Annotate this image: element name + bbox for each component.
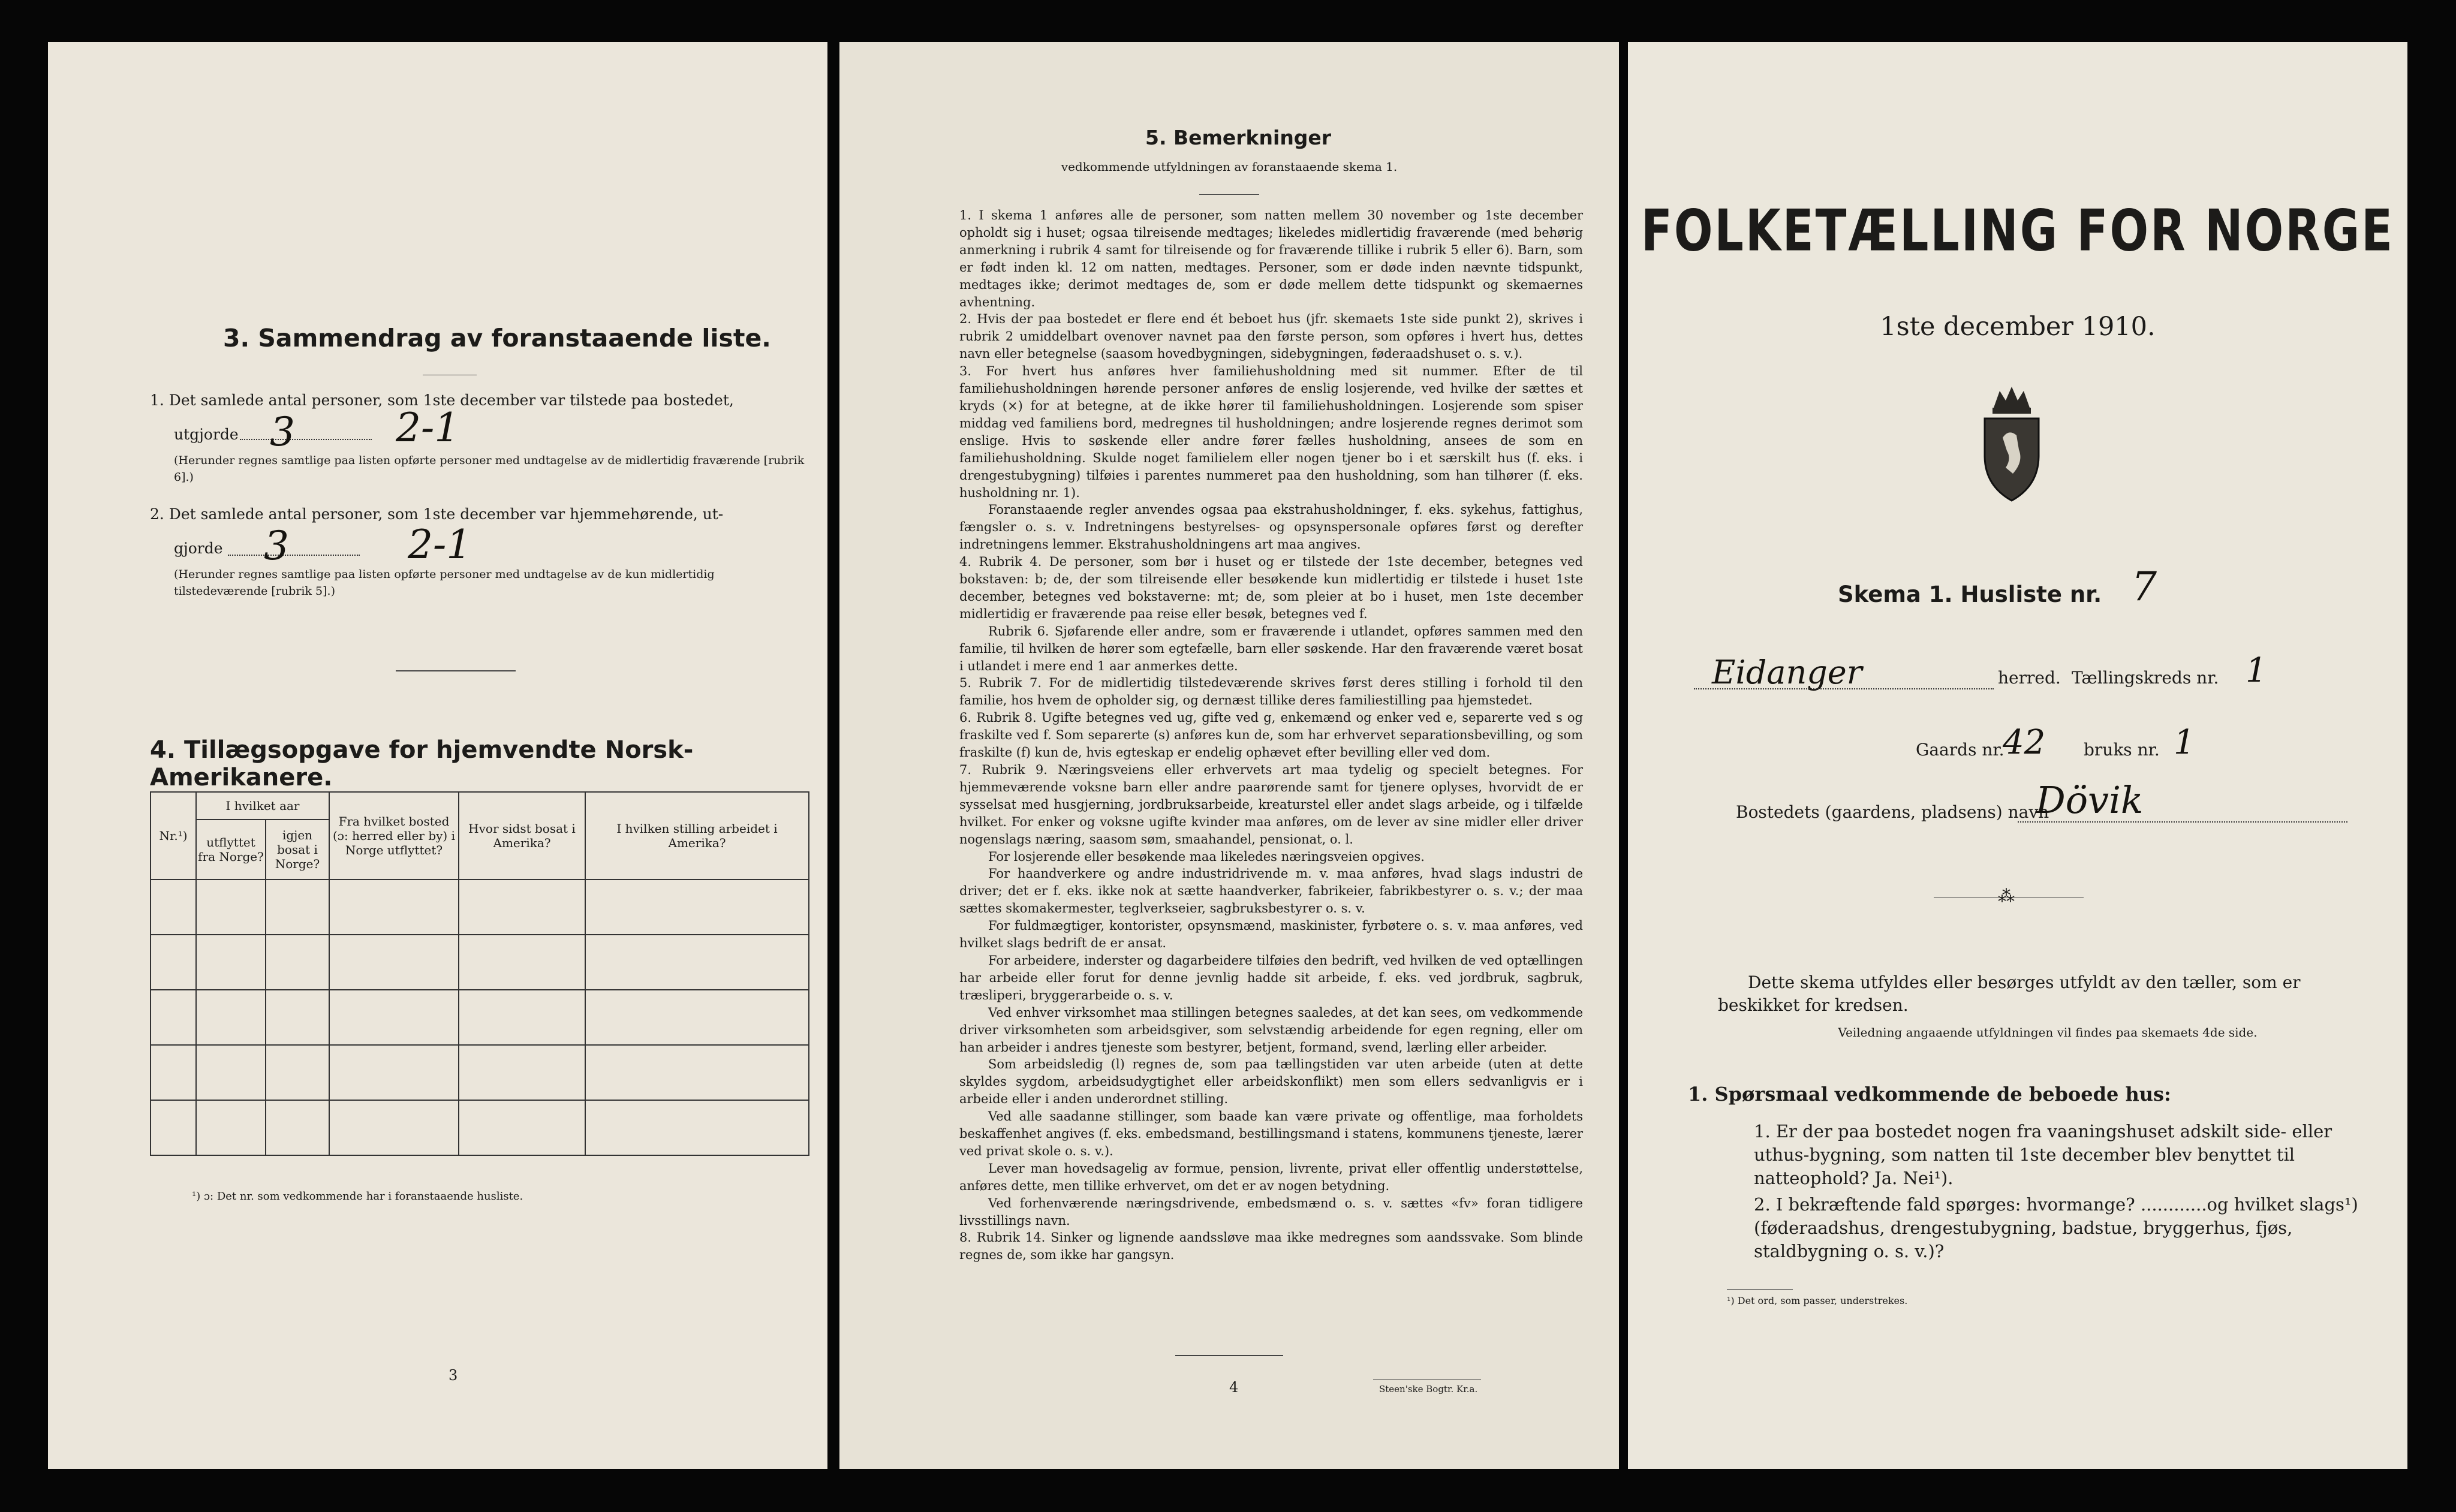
remark-paragraph: 3. For hvert hus anføres hver familiehusholdning med sit nummer. Efter de til familiehusholdningen hørende personer anføres de enslig losjerende, ved hvilke der sættes et kryds (×) for at betegne, at de ikke hører til familiehusholdningen. Losjerende som spiser middag ved familiens bord, medregnes til husholdningen; andre losjerende regnes derimot som enslige. Hvis to søskende eller andre fører fælles husholdning, ansees de som en familiehusholdning. Skulde noget familielem eller nogen tjener bo i et særskilt hus (f. eks. i drengestubygning) tilføies i parentes nummeret paa den husholdning, som han tilhører (f. eks. husholdning nr. 1). [959, 364, 1583, 500]
herred-handwritten: Eidanger [1712, 653, 1862, 691]
q2-value: 3 [264, 523, 289, 569]
kreds-nr: 1 [2246, 651, 2267, 690]
col-group-aar: I hvilket aar [196, 792, 329, 820]
divider [1727, 1289, 1793, 1290]
divider [1175, 1355, 1283, 1356]
herred-label: herred. [1998, 668, 2061, 688]
remark-paragraph: For losjerende eller besøkende maa likeledes næringsveien opgives. [988, 849, 1425, 864]
remark-paragraph: 6. Rubrik 8. Ugifte betegnes ved ug, gifte ved g, enkemænd og enker ved e, separerte ved s og fraskilte ved f. Som separerte (s) anføres kun de, som har erhvervet separationsbevilling, og som fraskilte (f) kun de, hvis egteskap er endelig ophævet efter bevilling eller ved dom. [959, 710, 1583, 760]
remark-paragraph: Ved enhver virksomhet maa stillingen betegnes saaledes, at det kan sees, om vedkommende driver virksomheten som arbeidsgiver, som selvstændig arbeidende for egen regning, eller om han arbeider i andres tjeneste som bestyrer, betjent, formand, svend, lærling eller arbeider. [959, 1005, 1583, 1055]
kreds-label: Tællingskreds nr. [2072, 668, 2219, 688]
q2-text: 2. Det samlede antal personer, som 1ste december var hjemmehørende, ut- [150, 505, 724, 523]
remark-paragraph: Ved forhenværende næringsdrivende, embedsmænd o. s. v. sættes «fv» foran tidligere livsstillings navn. [959, 1195, 1583, 1228]
section4-title: 4. Tillægsopgave for hjemvendte Norsk-Amerikanere. [150, 736, 694, 791]
bruks-label: bruks nr. [2084, 740, 2160, 760]
q1-value: 3 [270, 409, 295, 455]
printer-imprint: Steen'ske Bogtr. Kr.a. [1379, 1384, 1478, 1394]
remark-paragraph: For arbeidere, inderster og dagarbeidere tilføies den bedrift, ved hvilken de ved optællingen har arbeide eller forut for denne jevnlig hadde sit arbeide, f. eks. ved jordbruk, sagbruk, træsliperi, bryggerarbeide o. s. v. [959, 953, 1583, 1002]
page-4 [839, 42, 1619, 1469]
col-nr: Nr.¹) [151, 792, 196, 880]
q1-utgjorde-label: utgjorde [174, 426, 239, 443]
gaards-label: Gaards nr. [1916, 740, 2004, 760]
norsk-amerikanere-table [150, 791, 809, 1156]
col-utflyttet: utflyttet fra Norge? [196, 820, 266, 880]
remark-paragraph: Ved alle saadanne stillinger, som baade kan være private og offentlige, maa forholdets beskaffenhet angives (f. eks. embedsmand, bestillingsmand i statens, kommunens tjeneste, lærer ved privat skole o. s. v.). [959, 1109, 1583, 1158]
q2-utgjorde-label: gjorde [174, 540, 223, 557]
col-hvor-sidst: Hvor sidst bosat i Amerika? [459, 792, 585, 880]
remark-paragraph: Lever man hovedsagelig av formue, pension, livrente, privat eller offentlig understøttelse, anføres dette, men tillike erhvervet, om det er av nogen betydning. [959, 1161, 1583, 1193]
question-1: 1. Er der paa bostedet nogen fra vaaningshuset adskilt side- eller uthus-bygning, som natten til 1ste december blev benyttet til natteophold? Ja. Nei¹). [1754, 1121, 2332, 1188]
norway-coat-of-arms-icon [1976, 384, 2048, 504]
remarks-title: 5. Bemerkninger [1145, 126, 1332, 149]
page-number: 4 [1229, 1379, 1239, 1396]
intro-small: Veiledning angaaende utfyldningen vil findes paa skemaets 4de side. [1838, 1025, 2258, 1040]
q2-line [228, 555, 360, 556]
bruks-nr: 1 [2174, 723, 2195, 762]
divider [396, 670, 516, 671]
skema-label: Skema 1. Husliste nr. [1838, 582, 2102, 607]
remarks-body [959, 207, 1583, 1264]
section3-title: 3. Sammendrag av foranstaaende liste. [223, 324, 771, 353]
col-stilling: I hvilken stilling arbeidet i Amerika? [585, 792, 809, 880]
remark-paragraph: 4. Rubrik 4. De personer, som bør i huset og er tilstede der 1ste december, betegnes ved bokstaven: b; de, der som tilreisende eller besøkende kun midlertidig er tilstede i huset 1ste december, betegnes ved bokstaverne: mt; de, som pleier at bo i huset, men 1ste december midlertidig er fraværende paa reise eller besøk, betegnes ved f. [959, 555, 1583, 621]
q1-note: (Herunder regnes samtlige paa listen opførte personer med undtagelse av de midlertidig fraværende [rubrik 6].) [174, 454, 805, 484]
remark-paragraph: 1. I skema 1 anføres alle de personer, som natten mellem 30 november og 1ste december opholdt sig i huset; ogsaa tilreisende medtages; likeledes midlertidig fraværende (med behørig anmerkning i rubrik 4 samt for tilreisende og for fraværende tillike i rubrik 5 eller 6). Barn, som er født inden kl. 12 om natten, medtages. Personer, som er døde inden nævnte tidspunkt, medtages ikke; derimot medtages de, som er døde mellem dette tidspunkt og skemaernes avhentning. [959, 208, 1583, 309]
question-2: 2. I bekræftende fald spørges: hvormange? ............og hvilket slags¹) (føderaadshus, drengestubygning, badstue, bryggerhus, fjøs, staldbygning o. s. v.)? [1754, 1194, 2358, 1261]
bosted-label: Bostedets (gaardens, pladsens) navn [1736, 802, 2049, 822]
remark-paragraph: 8. Rubrik 14. Sinker og lignende aandssløve maa ikke medregnes som aandssvake. Som blinde regnes de, som ikke har gangsyn. [959, 1230, 1583, 1263]
cover-date: 1ste december 1910. [1880, 312, 2156, 342]
remark-paragraph: For fuldmægtiger, kontorister, opsynsmænd, maskinister, fyrbøtere o. s. v. maa anføres, ved hvilket slags bedrift de er ansat. [959, 918, 1583, 951]
table-row [151, 1045, 809, 1100]
table-footnote: ¹) ɔ: Det nr. som vedkommende har i foranstaaende husliste. [192, 1190, 523, 1203]
q1-text: 1. Det samlede antal personer, som 1ste december var tilstede paa bostedet, [150, 391, 734, 409]
cover-page [1628, 42, 2407, 1469]
col-igjen: igjen bosat i Norge? [266, 820, 329, 880]
table-row [151, 880, 809, 935]
herred-line [1694, 688, 1994, 689]
col-fra-hvilket: Fra hvilket bosted (ɔ: herred eller by) i Norge utflyttet? [329, 792, 459, 880]
bosted-handwritten: Dövik [2036, 778, 2144, 822]
table-row [151, 1100, 809, 1155]
table-row [151, 990, 809, 1045]
gaards-nr: 42 [2003, 723, 2046, 762]
remark-paragraph: Foranstaaende regler anvendes ogsaa paa ekstrahusholdninger, f. eks. sykehus, fattighus, fængsler o. s. v. Indretningens bestyrelses- og opsynspersonale opføres først og derefter indretningens lemmer. Ekstrahusholdningens art maa angives. [959, 502, 1583, 552]
intro-text: Dette skema utfyldes eller besørges utfyldt av den tæller, som er beskikket for kredsen. [1718, 972, 2301, 1015]
remark-paragraph: 5. Rubrik 7. For de midlertidig tilstedeværende skrives først deres stilling i forhold til den familie, hos hvem de opholder sig, og dernæst tillike deres familiestilling paa hjemstedet. [959, 676, 1583, 708]
q1-handwritten: 2-1 [396, 405, 460, 451]
remarks-subtitle: vedkommende utfyldningen av foranstaaende skema 1. [1061, 159, 1398, 174]
remark-paragraph: 2. Hvis der paa bostedet er flere end ét beboet hus (jfr. skemaets 1ste side punkt 2), skrives i rubrik 2 umiddelbart ovenover navnet paa den første person, som opføres i hvert hus, dettes navn eller betegnelse (saasom hovedbygningen, sidebygningen, føderaadshuset o. s. v.). [959, 312, 1583, 362]
divider [1199, 194, 1259, 195]
q1-line [240, 439, 372, 440]
cover-footnote: ¹) Det ord, som passer, understrekes. [1727, 1295, 1908, 1306]
remark-paragraph: 7. Rubrik 9. Næringsveiens eller erhvervets art maa tydelig og specielt betegnes. For hjemmeværende voksne barn eller andre paarørende samt for tjenere oplyses, hvorvidt de er sysselsat med husgjerning, jordbruksarbeide, kreaturstel eller andet slags arbeide, og i tilfælde hvilket. For enker og voksne ugifte kvinder maa anføres, om de lever av sine midler eller driver nogenslags næring, saasom søm, smaahandel, pensionat, o. l. [959, 763, 1583, 847]
husliste-nr: 7 [2132, 564, 2157, 610]
page-3 [48, 42, 827, 1469]
remark-paragraph: Rubrik 6. Sjøfarende eller andre, som er fraværende i utlandet, opføres sammen med den familie, til hvilken de hører som egtefælle, barn eller søskende. Har den fraværende været bosat i utlandet i mere end 1 aar anmerkes dette. [959, 624, 1583, 673]
ornament-icon: ⁂ [1998, 886, 2015, 906]
cover-title: FOLKETÆLLING FOR NORGE [1641, 197, 2395, 264]
q2-handwritten: 2-1 [408, 522, 472, 568]
table-row [151, 935, 809, 990]
divider [1373, 1379, 1481, 1380]
remark-paragraph: For haandverkere og andre industridrivende m. v. maa anføres, hvad slags industri de driver; det er f. eks. ikke nok at sætte haandverker, fabrikeier, fabrikbestyrer o. s. v.; der maa sættes skomakermester, teglverkseier, sagbruksbestyrer o. s. v. [959, 866, 1583, 916]
q2-note: (Herunder regnes samtlige paa listen opførte personer med undtagelse av de kun midlertidig tilstedeværende [rubrik 5].) [174, 568, 715, 598]
bosted-line [2018, 821, 2347, 823]
page-number: 3 [449, 1367, 458, 1384]
questions-heading: 1. Spørsmaal vedkommende de beboede hus: [1688, 1083, 2171, 1106]
remark-paragraph: Som arbeidsledig (l) regnes de, som paa tællingstiden var uten arbeide (uten at dette skyldes sygdom, arbeidsudygtighet eller arbeidskonflikt) men som ellers sedvanligvis er i arbeide eller i anden underordnet stilling. [959, 1057, 1583, 1107]
